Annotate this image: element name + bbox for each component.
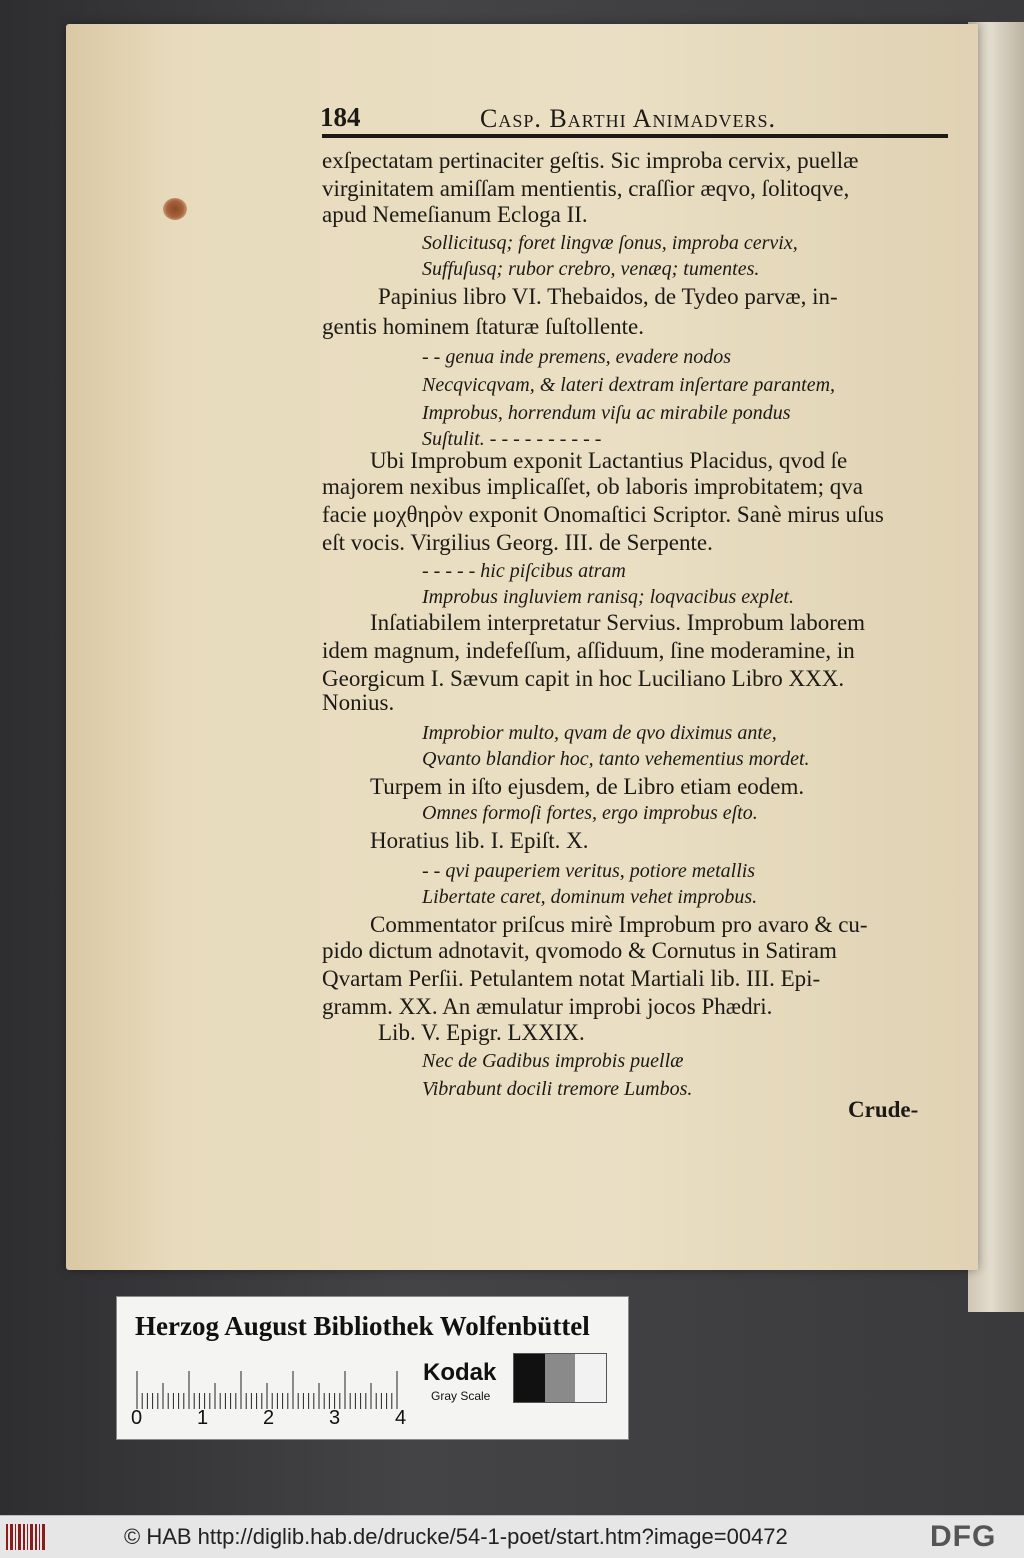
ruler-label: 1 [197,1407,209,1429]
text-line: Georgicum I. Sævum capit in hoc Luciliano Libro XXX. [322,666,845,691]
catchword: Crude- [848,1097,919,1122]
ruler-label: 0 [131,1407,143,1429]
text-line: exſpectatam pertinaciter geſtis. Sic improba cervix, puellæ [322,148,859,173]
verse-line: Nec de Gadibus improbis puellæ [422,1050,684,1072]
verse-line: Sollicitusq; foret lingvæ ſonus, improba cervix, [422,232,798,254]
ruler-label: 2 [263,1407,275,1429]
library-name: Herzog August Bibliothek Wolfenbüttel [135,1311,590,1341]
text-line: gentis hominem ſtaturæ ſuſtollente. [322,314,644,339]
ruler-label: 4 [395,1407,407,1429]
text-line: Turpem in iſto ejusdem, de Libro etiam eodem. [370,774,805,799]
running-head: Casp. Barthi Animadvers. [480,104,776,133]
text-line: eſt vocis. Virgilius Georg. III. de Serpente. [322,530,713,555]
text-line: apud Nemeſianum Ecloga II. [322,202,588,227]
header-rule [322,134,948,138]
text-line: Horatius lib. I. Epiſt. X. [370,828,589,853]
verse-line: Improbior multo, qvam de qvo diximus ante, [422,722,777,744]
ruler-label: 3 [329,1407,341,1429]
text-line: Qvartam Perſii. Petulantem notat Martiali lib. III. Epi- [322,966,821,991]
ruler-labels [131,1407,421,1433]
copyright-link[interactable]: © HAB http://diglib.hab.de/drucke/54-1-poet/start.htm?image=00472 [124,1524,788,1549]
ruler-icon [135,1369,405,1409]
text-line: gramm. XX. An æmulatur improbi jocos Phædri. [322,994,773,1019]
text-line: idem magnum, indefeſſum, aſſiduum, ſine moderamine, in [322,638,855,663]
verse-line: Vibrabunt docili tremore Lumbos. [422,1078,693,1100]
text-line: Ubi Improbum exponit Lactantius Placidus, qvod ſe [370,448,848,473]
text-line: virginitatem amiſſam mentientis, craſſior æqvo, ſolitoqve, [322,176,850,201]
kodak-brand: Kodak [423,1359,497,1386]
text-line: Papinius libro VI. Thebaidos, de Tydeo parvæ, in- [378,284,838,309]
verse-line: Improbus, horrendum viſu ac mirabile pondus [422,402,791,424]
ink-stain [163,198,187,220]
text-line: majorem nexibus implicaſſet, ob laboris improbitatem; qva [322,474,864,499]
text-line: Inſatiabilem interpretatur Servius. Improbum laborem [370,610,865,635]
verse-line: - - genua inde premens, evadere nodos [422,346,731,368]
gray-patch [545,1354,576,1402]
verse-line: Suſtulit. - - - - - - - - - - [422,428,602,450]
verse-line: - - qvi pauperiem veritus, potiore metallis [422,860,756,882]
page-number: 184 [320,102,361,132]
kodak-subtitle: Gray Scale [431,1389,491,1403]
text-line: Nonius. [322,690,395,715]
verse-line: Libertate caret, dominum vehet improbus. [422,886,758,908]
verse-line: Necqvicqvam, & lateri dextram inſertare parantem, [422,374,836,396]
text-line: Commentator priſcus mirè Improbum pro avaro & cu- [370,912,868,937]
barcode-icon [6,1524,48,1550]
color-reference-strip [116,1296,629,1440]
dfg-logo: DFG [930,1520,997,1553]
verse-line: Improbus ingluviem ranisq; loqvacibus explet. [422,586,794,608]
gray-patch [575,1354,606,1402]
page-header [320,100,950,136]
gray-patch [514,1354,545,1402]
text-line: facie μοχθηρὸν exponit Onomaſtici Scriptor. Sanè mirus uſus [322,502,884,527]
gray-scale-patches [513,1353,607,1403]
verse-line: Suffuſusq; rubor crebro, venæq; tumentes. [422,258,760,280]
text-line: pido dictum adnotavit, qvomodo & Cornutus in Satiram [322,938,837,963]
footer-bar [0,1515,1024,1558]
verse-line: - - - - - hic piſcibus atram [422,560,626,582]
verse-line: Qvanto blandior hoc, tanto vehementius mordet. [422,748,810,770]
verse-line: Omnes formoſi fortes, ergo improbus eſto. [422,802,758,824]
text-line: Lib. V. Epigr. LXXIX. [378,1020,585,1045]
